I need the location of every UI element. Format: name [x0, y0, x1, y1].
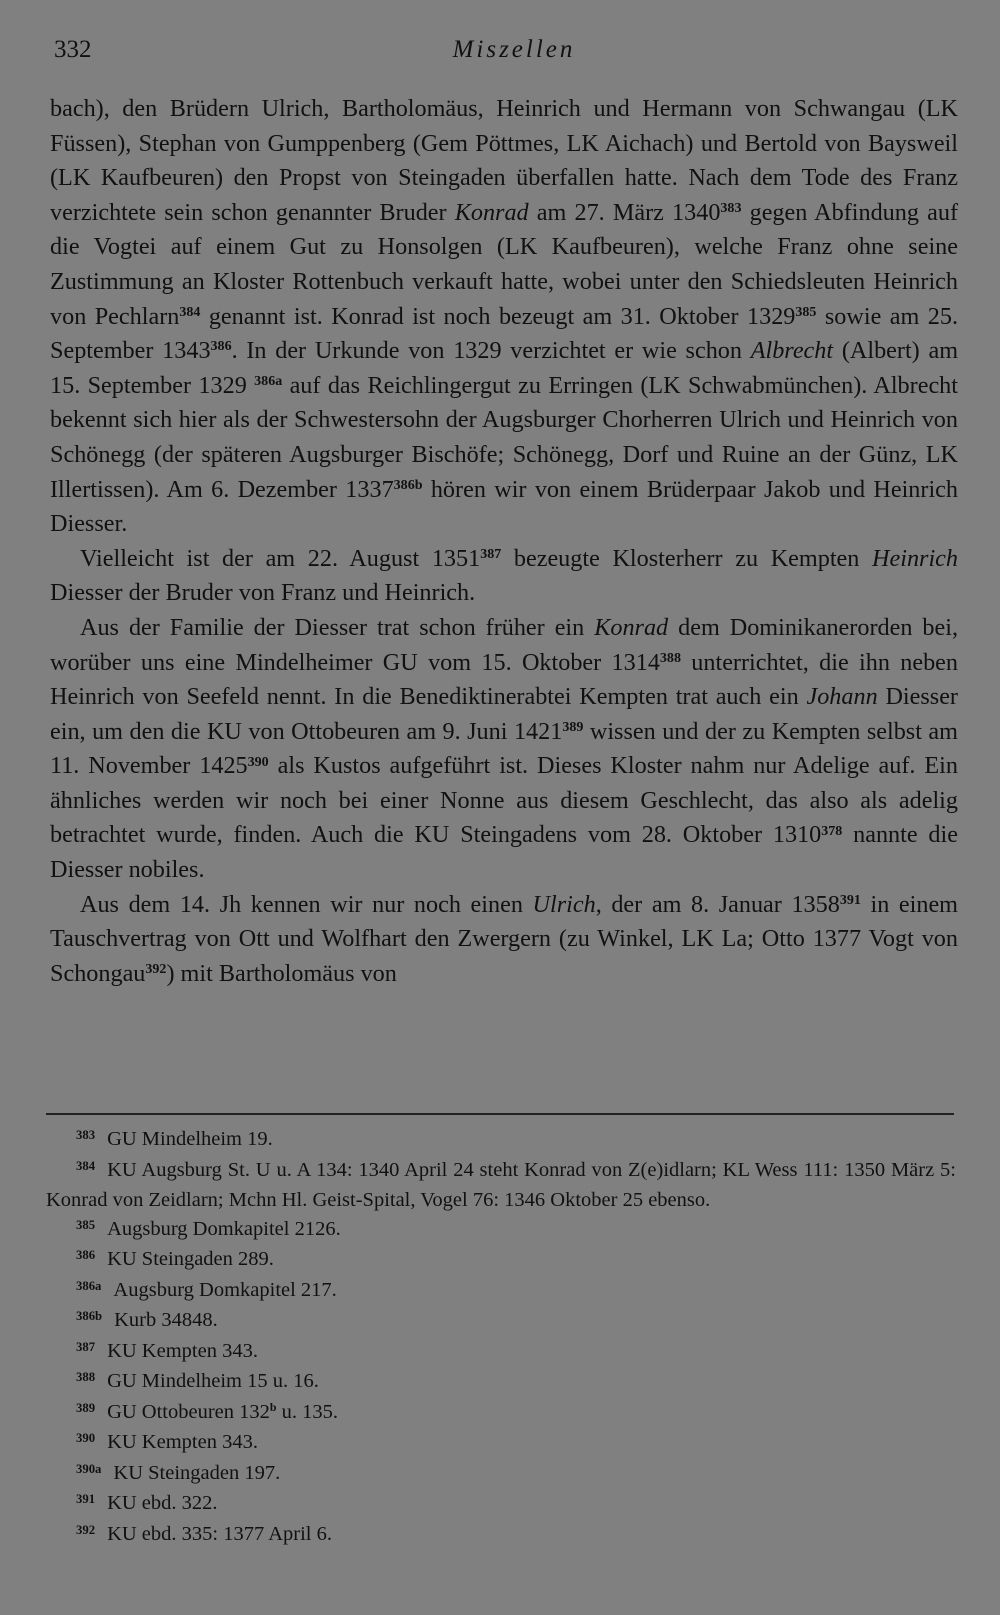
footnote-number: 385	[76, 1217, 96, 1232]
footnote	[46, 1367, 956, 1398]
footnote-text: KU Augsburg St. U u. A 134: 1340 April 24 steht Konrad von Z(e)idlarn; KL Wess 111: 1350 März 5: Konrad von Zeidlarn; Mchn Hl. Geist-Spital, Vogel 76: 1346 Oktober 25 ebenso.	[46, 1158, 956, 1211]
footnote-text: KU Steingaden 289.	[107, 1248, 274, 1270]
footnote	[46, 1337, 956, 1368]
footnote	[46, 1520, 956, 1551]
footnote	[46, 1459, 956, 1490]
footnote-number: 386b	[76, 1309, 103, 1324]
footnote-text: KU Steingaden 197.	[113, 1461, 281, 1484]
footnote-text: Kurb 34848.	[114, 1309, 218, 1331]
footnote-number: 389	[76, 1400, 96, 1415]
footnote-text: KU ebd. 322.	[107, 1492, 218, 1514]
footnote-text: GU Mindelheim 15 u. 16.	[107, 1370, 319, 1392]
footnote-number: 383	[76, 1128, 96, 1143]
footnote-number: 386	[76, 1248, 96, 1263]
footnote	[46, 1125, 956, 1156]
footnote-number: 390	[76, 1431, 96, 1446]
footnote-text: KU Kempten 343.	[107, 1339, 258, 1362]
footnote-text: GU Mindelheim 19.	[107, 1128, 273, 1150]
footnote-text: GU Ottobeuren 132$^b$ u. 135.	[107, 1399, 339, 1423]
footnotes	[46, 1125, 956, 1550]
running-title: Miszellen	[452, 36, 576, 63]
footnote-number: 390a	[76, 1461, 102, 1476]
page-header	[52, 30, 952, 70]
footnote-number: 384	[76, 1158, 96, 1173]
footnote	[46, 1156, 956, 1215]
footnote	[46, 1245, 956, 1276]
footnote-text: KU ebd. 335: 1377 April 6.	[107, 1522, 332, 1545]
footnote-number: 386a	[76, 1278, 102, 1293]
footnote	[46, 1428, 956, 1459]
footnote-text: Augsburg Domkapitel 217.	[113, 1278, 337, 1301]
footnote-number: 392	[76, 1522, 96, 1537]
footnote-number: 387	[76, 1339, 96, 1354]
footnote-text: KU Kempten 343.	[107, 1431, 258, 1453]
page-number: 332	[54, 36, 92, 63]
footnote-separator	[46, 1113, 954, 1115]
footnote	[46, 1306, 956, 1337]
paragraph: Vielleicht ist der am 22. August 1351$^{387}$ bezeugte Klosterherr zu Kempten Heinrich Diesser der Bruder von Franz und Heinrich.	[50, 544, 958, 607]
main-text	[50, 92, 958, 991]
footnote	[46, 1489, 956, 1520]
footnote	[46, 1276, 956, 1307]
footnote-number: 388	[76, 1370, 96, 1385]
footnote	[46, 1215, 956, 1246]
footnote-number: 391	[76, 1492, 96, 1507]
footnote	[46, 1398, 956, 1429]
paragraph: bach), den Brüdern Ulrich, Bartholomäus, Heinrich und Hermann von Schwangau (LK Füssen), Stephan von Gumppenberg (Gem Pöttmes, LK Aichach) und Bertold von Baysweil (LK Kaufbeuren) den Propst von Steingaden überfallen hatte. Nach dem Tode des Franz verzichtete sein schon genannter Bruder Konrad am 27. März 1340$^{383}$ gegen Abfindung auf die Vogtei auf einem Gut zu Honsolgen (LK Kaufbeuren), welche Franz ohne seine Zustimmung an Kloster Rottenbuch verkauft hatte, wobei unter den Schiedsleuten Heinrich von Pechlarn$^{384}$ genannt ist. Konrad ist noch bezeugt am 31. Oktober 1329$^{385}$ sowie am 25. September 1343$^{386}$. In der Urkunde von 1329 verzichtet er wie schon Albrecht (Albert) am 15. September 1329 $^{386a}$ auf das Reichlingergut zu Erringen (LK Schwabmünchen). Albrecht bekennt sich hier als der Schwestersohn der Augsburger Chorherren Ulrich und Heinrich von Schönegg (der späteren Augsburger Bischöfe; Schönegg, Dorf und Ruine an der Günz, LK Illertissen). Am 6. Dezember $1337^{386b}$ hören wir von einem Brüderpaar Jakob und Heinrich Diesser.	[50, 95, 959, 538]
paragraph: Aus der Familie der Diesser trat schon früher ein Konrad dem Dominikanerorden bei, worüber uns eine Mindelheimer GU vom 15. Oktober 1314$^{388}$ unterrichtet, die ihn neben Heinrich von Seefeld nennt. In die Benediktinerabtei Kempten trat auch ein Johann Diesser ein, um den die KU von Ottobeuren am 9. Juni 1421$^{389}$ wissen und der zu Kempten selbst am 11. November 1425$^{390}$ als Kustos aufgeführt ist. Dieses Kloster nahm nur Adelige auf. Ein ähnliches werden wir noch bei einer Nonne aus diesem Geschlecht, das also als adelig betrachtet wurde, finden. Auch die KU Steingadens vom 28. Oktober 1310$^{378}$ nannte die Diesser nobiles.	[50, 613, 958, 884]
footnote-text: Augsburg Domkapitel 2126.	[107, 1217, 341, 1240]
paragraph: Aus dem 14. Jh kennen wir nur noch einen Ulrich, der am 8. Januar 1358$^{391}$ in einem Tauschvertrag von Ott und Wolfhart den Zwergern (zu Winkel, LK La; Otto 1377 Vogt von Schongau$^{392}$) mit Bartholomäus von	[50, 890, 958, 987]
